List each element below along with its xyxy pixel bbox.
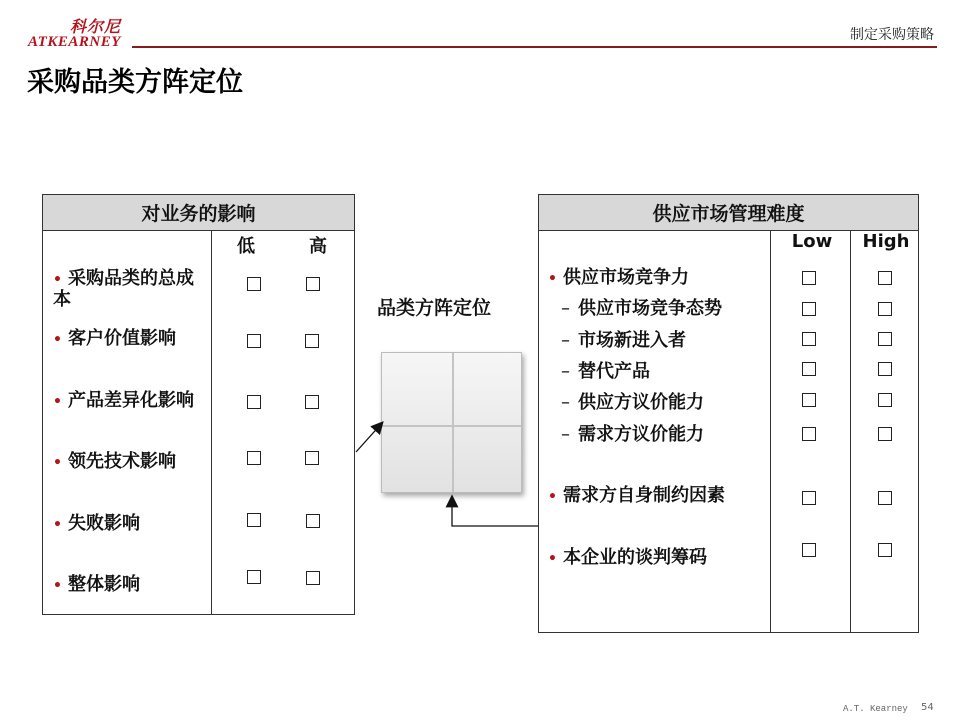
checkbox-low[interactable] <box>802 491 816 505</box>
col-low-label: 低 <box>237 236 255 257</box>
bullet-icon: • <box>53 517 62 533</box>
business-impact-header: 对业务的影响 <box>43 195 354 231</box>
right-arrow <box>452 497 539 526</box>
checkbox-high[interactable] <box>878 332 892 346</box>
checkbox-low[interactable] <box>802 362 816 376</box>
dash-icon: – <box>561 424 570 445</box>
bullet-icon: • <box>548 271 557 287</box>
supply-difficulty-header: 供应市场管理难度 <box>539 195 918 231</box>
checkbox-low[interactable] <box>802 302 816 316</box>
checkbox-low[interactable] <box>802 332 816 346</box>
checkbox-low[interactable] <box>802 393 816 407</box>
column-divider <box>770 231 771 632</box>
list-item: – 需求方议价能力 <box>561 424 704 445</box>
bullet-icon: • <box>53 578 62 594</box>
checkbox-high[interactable] <box>878 543 892 557</box>
section-title: 制定采购策略 <box>850 27 934 43</box>
column-divider <box>850 231 851 632</box>
bullet-icon: • <box>53 272 62 288</box>
list-item: • 领先技术影响 <box>53 451 176 472</box>
list-item: – 市场新进入者 <box>561 330 686 351</box>
col-high-label: High <box>862 231 910 252</box>
dash-icon: – <box>561 392 570 413</box>
dash-icon: – <box>561 361 570 382</box>
list-item: • 产品差异化影响 <box>53 390 194 411</box>
footer-brand: A.T. Kearney <box>843 704 908 714</box>
col-high-label: 高 <box>309 236 327 257</box>
list-item: • 本企业的谈判筹码 <box>548 547 707 568</box>
checkbox-high[interactable] <box>878 427 892 441</box>
bullet-icon: • <box>53 455 62 471</box>
list-item: • 客户价值影响 <box>53 328 176 349</box>
checkbox-low[interactable] <box>802 271 816 285</box>
page-title: 采购品类方阵定位 <box>27 67 243 98</box>
checkbox-high[interactable] <box>878 271 892 285</box>
list-item: • 失败影响 <box>53 513 140 534</box>
bullet-icon: • <box>53 332 62 348</box>
list-item: – 供应方议价能力 <box>561 392 704 413</box>
checkbox-high[interactable] <box>878 491 892 505</box>
dash-icon: – <box>561 330 570 351</box>
checkbox-high[interactable] <box>878 393 892 407</box>
list-item: • 需求方自身制约因素 <box>548 485 725 506</box>
bullet-icon: • <box>53 394 62 410</box>
logo-chinese: 科尔尼 <box>70 17 122 36</box>
bullet-icon: • <box>548 489 557 505</box>
logo-english: ATKEARNEY <box>28 34 121 50</box>
col-low-label: Low <box>791 231 833 252</box>
checkbox-high[interactable] <box>878 302 892 316</box>
checkbox-high[interactable] <box>878 362 892 376</box>
page-number: 54 <box>921 702 934 713</box>
list-item: – 替代产品 <box>561 361 650 382</box>
checkbox-low[interactable] <box>802 427 816 441</box>
matrix-label: 品类方阵定位 <box>377 297 492 319</box>
list-item: – 供应市场竞争态势 <box>561 298 722 319</box>
bullet-icon: • <box>548 551 557 567</box>
list-item: • 供应市场竞争力 <box>548 267 689 288</box>
dash-icon: – <box>561 298 570 319</box>
checkbox-low[interactable] <box>802 543 816 557</box>
list-item: • 整体影响 <box>53 574 140 595</box>
list-item: • 采购品类的总成本 <box>53 268 194 310</box>
left-arrow <box>356 423 382 452</box>
